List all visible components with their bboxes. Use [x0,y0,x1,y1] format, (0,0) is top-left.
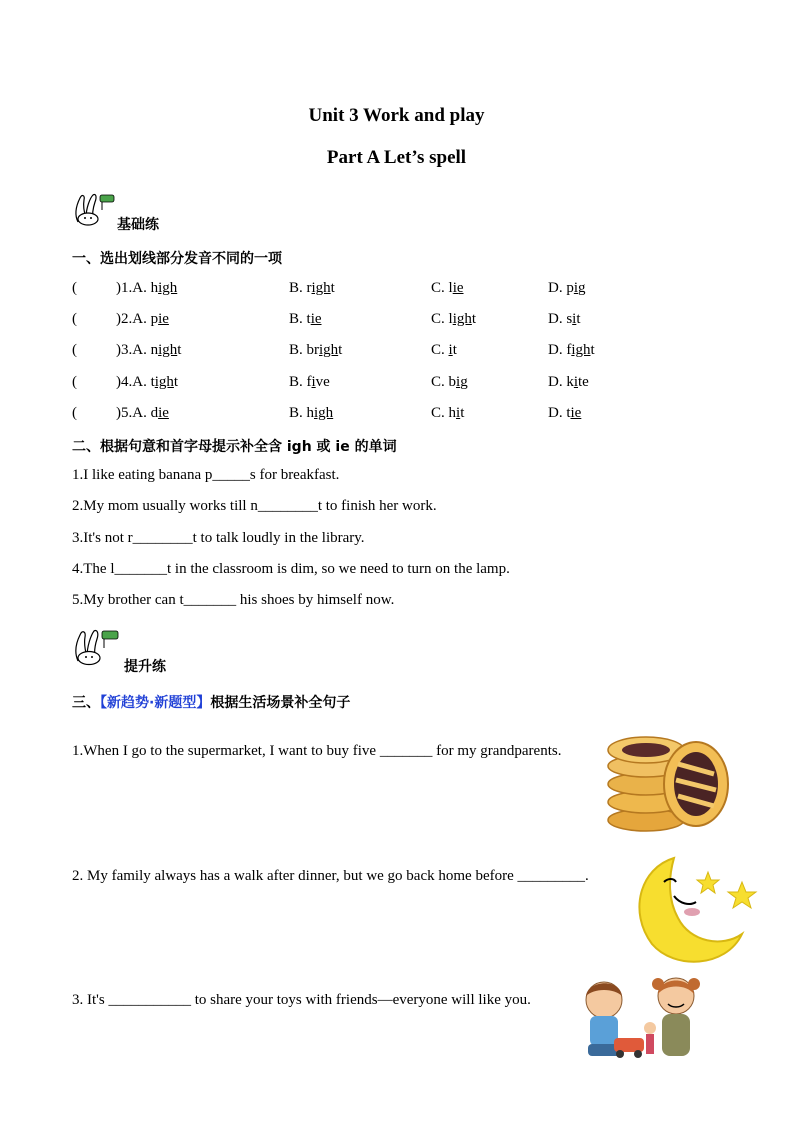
section3-heading [72,692,350,712]
row-3-paren: ( [72,342,77,358]
row-5-option-b: B. high [289,405,334,421]
pies-image [604,728,734,834]
section3-title: 根据生活场景补全句子 [210,695,351,711]
row-3-option-a: )3.A. night [116,342,182,358]
row-5-option-a: )5.A. die [116,405,169,421]
row-2-option-d: D. sit [548,311,581,327]
row-2-option-a: )2.A. pie [116,311,169,327]
row-2-option-c: C. light [431,311,477,327]
section2-question-2: 2.My mom usually works till n________t to finish her work. [72,498,437,514]
row-3-option-d: D. fight [548,342,595,358]
advanced-practice-label: 提升练 [124,659,166,675]
row-4-option-b: B. five [289,374,330,390]
row-5-option-c: C. hit [431,405,465,421]
section1-heading: 一、选出划线部分发音不同的一项 [72,251,282,267]
row-1-option-c: C. lie [431,280,464,296]
section2-heading: 二、根据句意和首字母提示补全含 igh 或 ie 的单词 [72,439,397,455]
row-4-option-d: D. kite [548,374,589,390]
row-1-paren: ( [72,280,77,296]
section2-question-4: 4.The l_______t in the classroom is dim, so we need to turn on the lamp. [72,561,510,577]
row-4-option-a: )4.A. tight [116,374,179,390]
section3-prefix: 三、 [72,695,100,711]
row-3-option-b: B. bright [289,342,343,358]
row-2-option-b: B. tie [289,311,322,327]
row-1-option-a: )1.A. high [116,280,178,296]
row-5-option-d: D. tie [548,405,582,421]
row-1-option-b: B. right [289,280,335,296]
section3-question-1: 1.When I go to the supermarket, I want to buy five _______ for my grandparents. [72,743,562,759]
basic-practice-label: 基础练 [117,217,159,233]
moon-image [630,852,760,970]
page-subtitle: Part A Let’s spell [326,147,467,168]
bunny-icon [72,192,118,226]
section2-question-1: 1.I like eating banana p_____s for breakfast. [72,467,340,483]
page-title: Unit 3 Work and play [308,105,485,126]
row-4-option-c: C. big [431,374,468,390]
row-5-paren: ( [72,405,77,421]
row-1-option-d: D. pig [548,280,586,296]
row-4-paren: ( [72,374,77,390]
section3-question-3: 3. It's ___________ to share your toys with friends—everyone will like you. [72,992,531,1008]
section2-question-3: 3.It's not r________t to talk loudly in the library. [72,530,365,546]
children-sharing-toys-image [564,970,714,1062]
section2-question-5: 5.My brother can t_______ his shoes by himself now. [72,592,395,608]
bunny-icon [72,628,122,666]
row-3-option-c: C. it [431,342,457,358]
section3-tag: 【新趋势·新题型】 [100,695,211,711]
section3-question-2: 2. My family always has a walk after dinner, but we go back home before _________. [72,868,589,884]
row-2-paren: ( [72,311,77,327]
